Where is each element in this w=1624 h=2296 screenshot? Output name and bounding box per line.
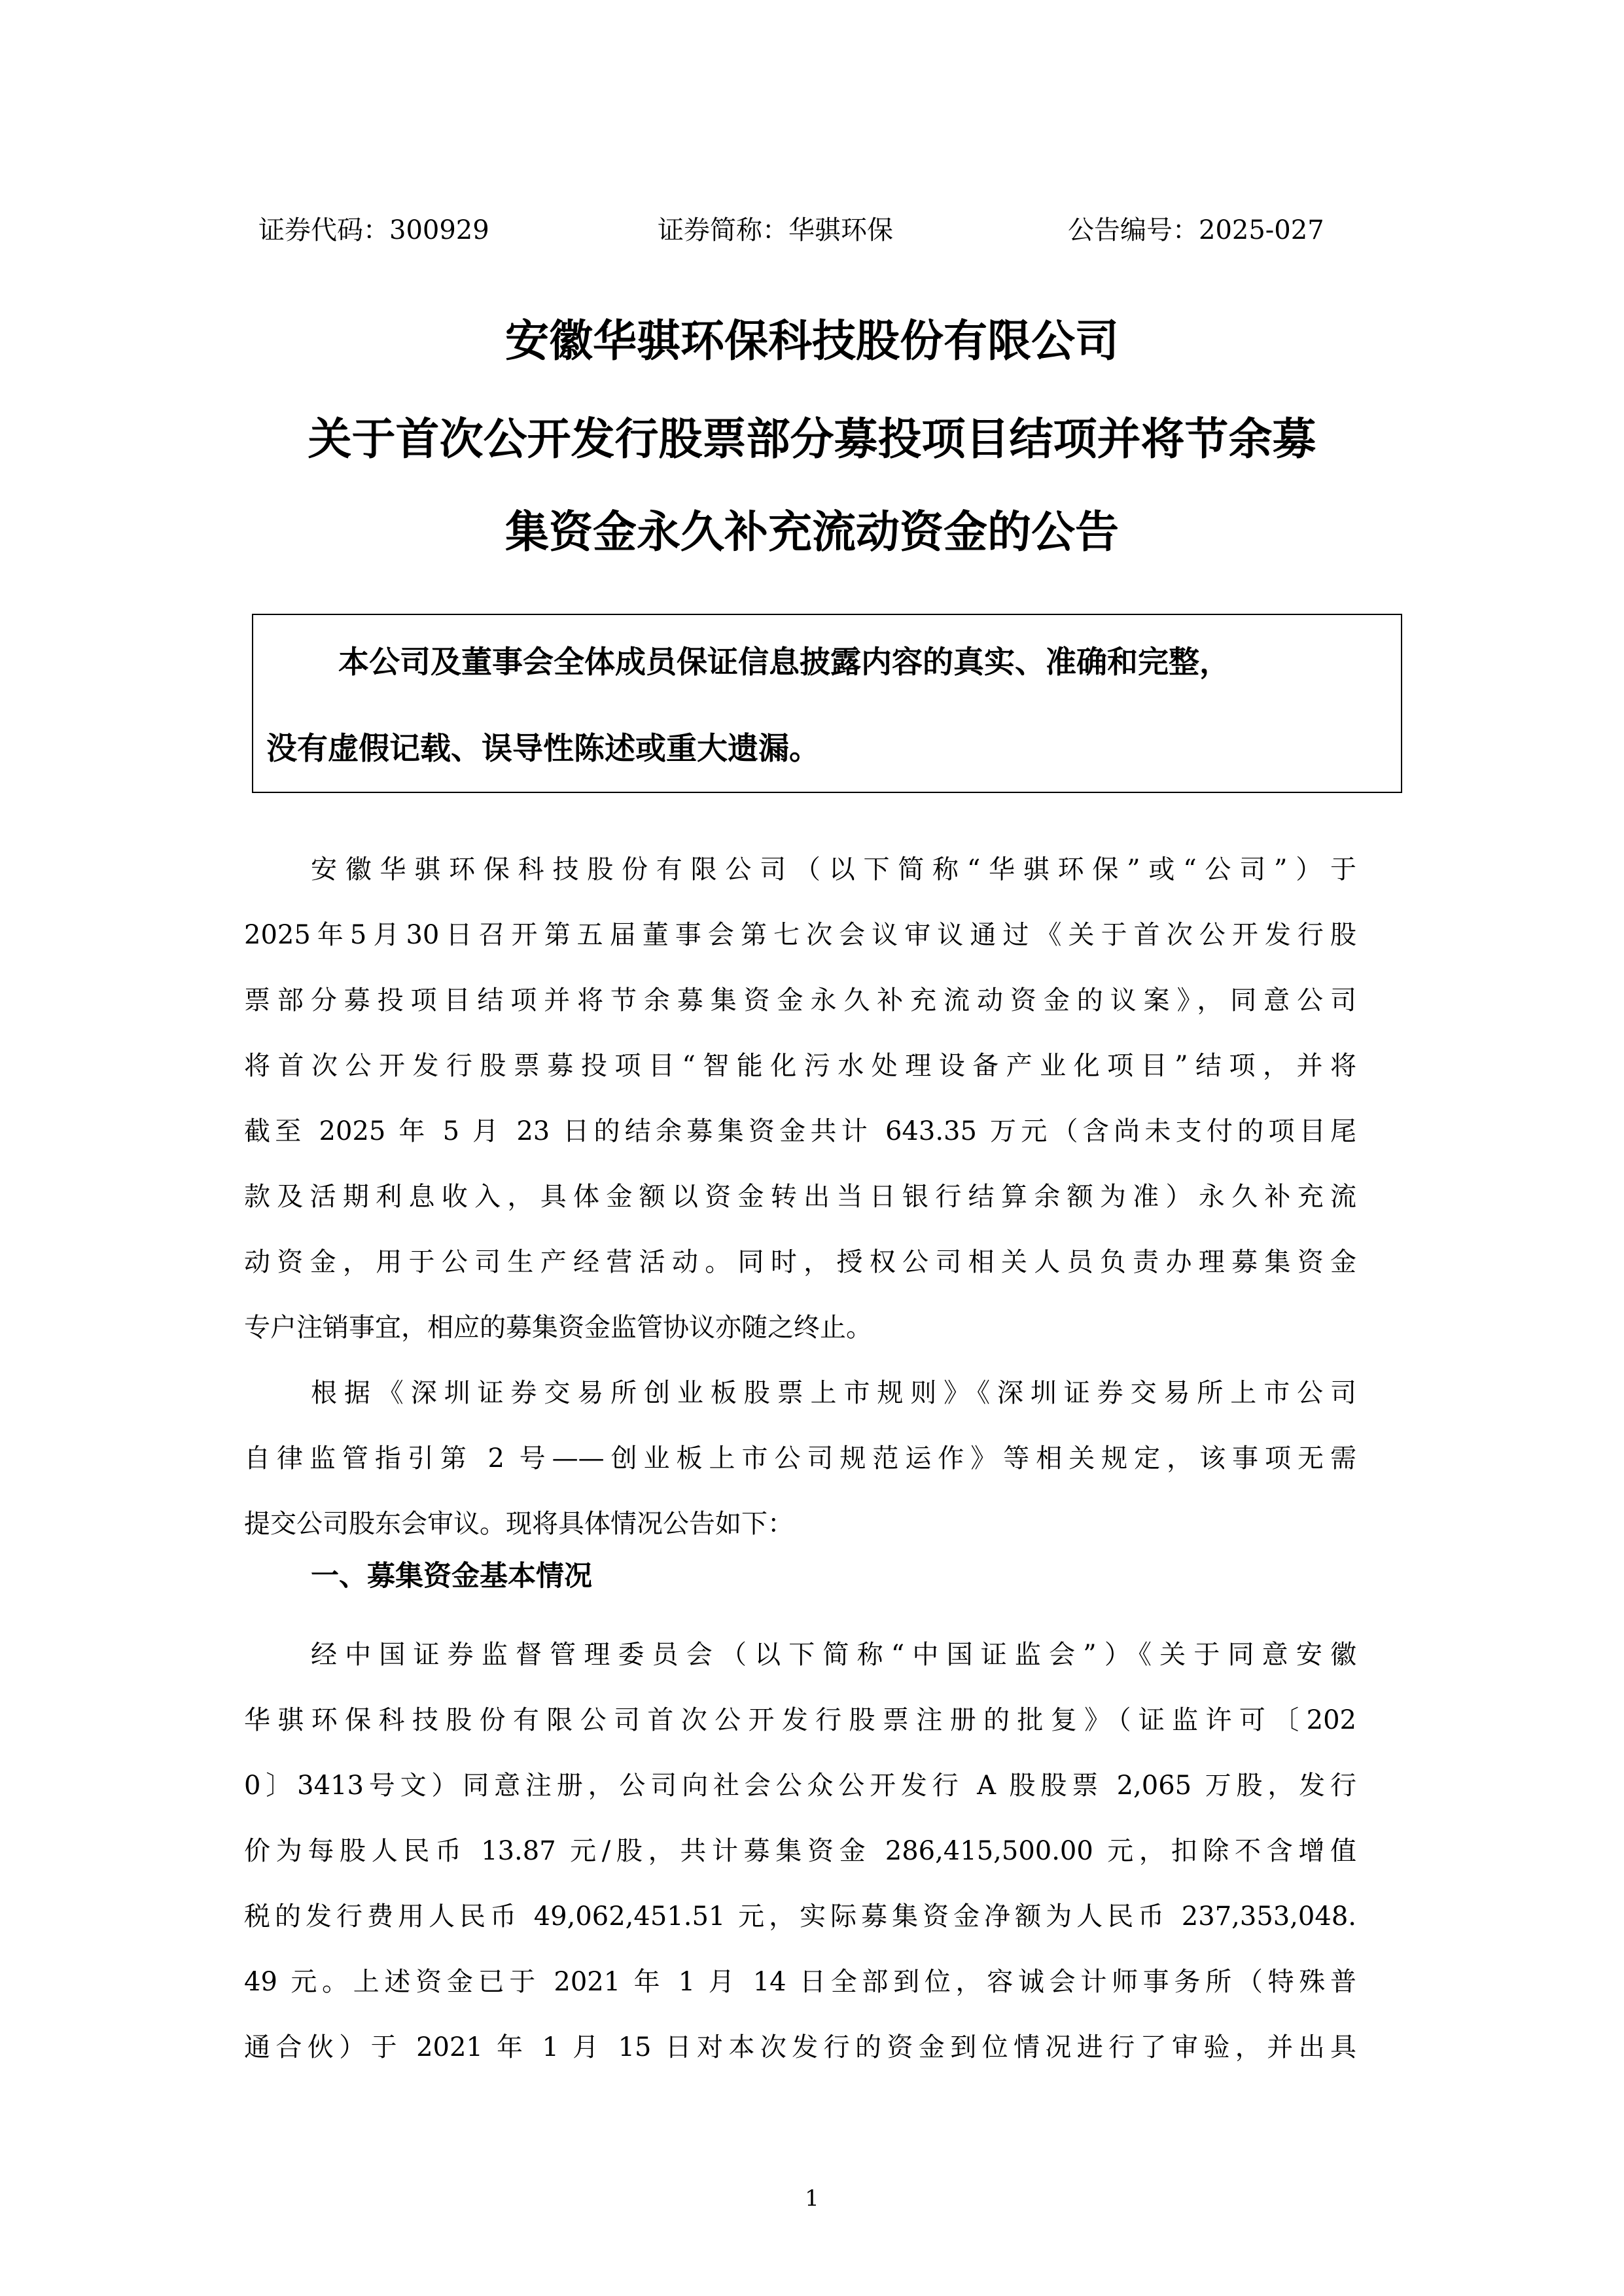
- announcement-number: 公告编号：2025-027: [1068, 215, 1324, 245]
- paragraph-line: 专户注销事宜，相应的募集资金监管协议亦随之终止。: [244, 1313, 872, 1343]
- paragraph-line: 将首次公开发行股票募投项目“智能化污水处理设备产业化项目”结项，并将: [244, 1051, 1356, 1081]
- notice-line-1: 本公司及董事会全体成员保证信息披露内容的真实、准确和完整，: [338, 645, 1230, 680]
- paragraph-line: 安徽华骐环保科技股份有限公司（以下简称“华骐环保”或“公司”）于: [311, 855, 1356, 885]
- paragraph-line: 通合伙）于 2021 年 1 月 15 日对本次发行的资金到位情况进行了审验，并出具: [244, 2032, 1356, 2062]
- paragraph-line: 根据《深圳证券交易所创业板股票上市规则》《深圳证券交易所上市公司: [311, 1378, 1356, 1408]
- paragraph-line: 经中国证券监督管理委员会（以下简称“中国证监会”）《关于同意安徽: [311, 1640, 1356, 1670]
- paragraph-line: 动资金，用于公司生产经营活动。同时，授权公司相关人员负责办理募集资金: [244, 1247, 1356, 1277]
- announcement-title-line-2: 集资金永久补充流动资金的公告: [505, 506, 1119, 557]
- announcement-title-line-1: 关于首次公开发行股票部分募投项目结项并将节余募: [308, 414, 1316, 465]
- paragraph-line: 0〕3413号文）同意注册，公司向社会公众公开发行 A 股股票 2,065 万股，发行: [244, 1771, 1356, 1801]
- stock-short-name: 证券简称：华骐环保: [658, 215, 893, 245]
- paragraph-line: 自律监管指引第 2 号——创业板上市公司规范运作》等相关规定，该事项无需: [244, 1443, 1356, 1474]
- page-number: 1: [805, 2185, 819, 2212]
- stock-code: 证券代码：300929: [258, 215, 489, 245]
- paragraph-line: 截至 2025 年 5 月 23 日的结余募集资金共计 643.35 万元（含尚未支付的项目尾: [244, 1116, 1356, 1146]
- notice-line-2: 没有虚假记载、误导性陈述或重大遗漏。: [266, 731, 820, 767]
- disclosure-notice-box: [252, 614, 1402, 793]
- paragraph-line: 49 元。上述资金已于 2021 年 1 月 14 日全部到位，容诚会计师事务所（特殊普: [244, 1967, 1356, 1997]
- company-title: 安徽华骐环保科技股份有限公司: [505, 315, 1119, 366]
- paragraph-line: 提交公司股东会审议。现将具体情况公告如下：: [244, 1509, 794, 1539]
- paragraph-line: 2025年5月30日召开第五届董事会第七次会议审议通过《关于首次公开发行股: [244, 920, 1356, 950]
- section-heading: 一、募集资金基本情况: [311, 1560, 592, 1593]
- paragraph-line: 款及活期利息收入，具体金额以资金转出当日银行结算余额为准）永久补充流: [244, 1182, 1356, 1212]
- paragraph-line: 华骐环保科技股份有限公司首次公开发行股票注册的批复》（证监许可〔202: [244, 1705, 1356, 1735]
- paragraph-line: 票部分募投项目结项并将节余募集资金永久补充流动资金的议案》，同意公司: [244, 985, 1356, 1016]
- paragraph-line: 价为每股人民币 13.87 元/股，共计募集资金 286,415,500.00 元，扣除不含增值: [244, 1836, 1356, 1866]
- paragraph-line: 税的发行费用人民币 49,062,451.51 元，实际募集资金净额为人民币 237,353,048.: [244, 1901, 1356, 1932]
